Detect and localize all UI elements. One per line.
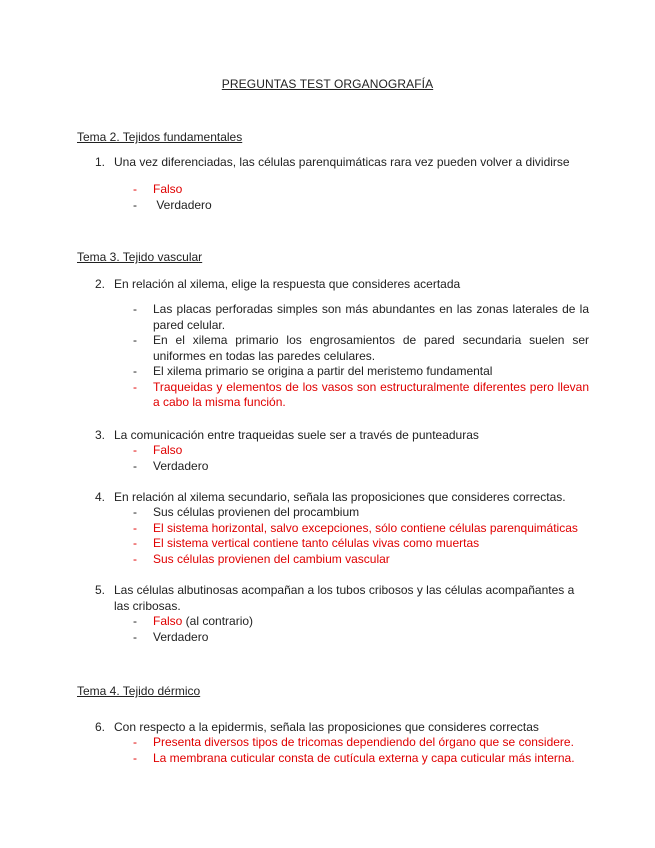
option bbox=[133, 459, 589, 475]
option-correct bbox=[133, 751, 589, 767]
option-correct bbox=[133, 552, 589, 568]
option-text: Falso bbox=[153, 614, 183, 628]
question-1 bbox=[95, 155, 590, 171]
option-correct bbox=[133, 380, 589, 411]
dash-bullet: - bbox=[133, 735, 137, 749]
question-number: 6. bbox=[95, 720, 106, 734]
option-text: Verdadero bbox=[153, 458, 209, 473]
option-text: El sistema vertical contiene tanto células vivas como muertas bbox=[153, 536, 480, 550]
option-correct bbox=[133, 521, 589, 537]
option-text: El sistema horizontal, salvo excepciones, sólo contiene células parenquimáticas bbox=[153, 520, 578, 535]
question-number: 3. bbox=[95, 428, 106, 442]
question-number: 4. bbox=[95, 490, 106, 504]
question-text: Con respecto a la epidermis, señala las proposiciones que consideres correctas bbox=[114, 720, 539, 734]
dash-bullet: - bbox=[133, 443, 137, 457]
option-text: Las placas perforadas simples son más abundantes en las zonas laterales de la pared celular. bbox=[153, 302, 589, 332]
option-text: Falso bbox=[153, 443, 183, 457]
section-heading-tema-2: Tema 2. Tejidos fundamentales bbox=[77, 130, 243, 144]
question-3-options bbox=[133, 443, 589, 474]
question-4-options bbox=[133, 505, 589, 567]
dash-bullet: - bbox=[133, 364, 137, 378]
option-text: En el xilema primario los engrosamientos de pared secundaria suelen ser uniformes en todas las paredes celulares. bbox=[153, 333, 589, 363]
option-text: Sus células provienen del procambium bbox=[153, 505, 360, 519]
page-title: PREGUNTAS TEST ORGANOGRAFÍA bbox=[221, 77, 434, 91]
dash-bullet: - bbox=[133, 520, 137, 535]
question-3 bbox=[95, 428, 590, 444]
question-number: 1. bbox=[95, 155, 106, 169]
option-text: La membrana cuticular consta de cutícula externa y capa cuticular más interna. bbox=[153, 750, 575, 765]
question-number: 5. bbox=[95, 583, 106, 597]
dash-bullet: - bbox=[133, 182, 137, 196]
question-6-options bbox=[133, 735, 589, 766]
option-text: Sus células provienen del cambium vascular bbox=[153, 551, 390, 566]
option-correct bbox=[133, 614, 589, 630]
option-correct bbox=[133, 443, 589, 459]
option-text: Verdadero bbox=[153, 629, 209, 644]
option-text: Presenta diversos tipos de tricomas dependiendo del órgano que se considere. bbox=[153, 735, 574, 749]
dash-bullet: - bbox=[133, 551, 137, 566]
option-text: El xilema primario se origina a partir del meristemo fundamental bbox=[153, 364, 493, 378]
option-correct bbox=[133, 536, 589, 552]
option-correct bbox=[133, 735, 589, 751]
question-text: Las células albutinosas acompañan a los tubos cribosos y las células acompañantes a las cribosas. bbox=[114, 583, 575, 613]
question-1-options bbox=[133, 182, 589, 213]
option bbox=[133, 333, 589, 364]
question-2 bbox=[95, 277, 590, 293]
dash-bullet: - bbox=[133, 629, 137, 644]
option bbox=[133, 630, 589, 646]
option-note: (al contrario) bbox=[182, 614, 254, 628]
option bbox=[133, 505, 589, 521]
dash-bullet: - bbox=[133, 379, 137, 394]
dash-bullet: - bbox=[133, 302, 137, 316]
question-text: Una vez diferenciadas, las células parenquimáticas rara vez pueden volver a dividirse bbox=[114, 155, 570, 169]
dash-bullet: - bbox=[133, 458, 137, 473]
question-text: La comunicación entre traqueidas suele ser a través de punteaduras bbox=[114, 428, 479, 442]
option-text: Traqueidas y elementos de los vasos son estructuralmente diferentes pero llevan a cabo la misma función. bbox=[153, 379, 589, 409]
dash-bullet: - bbox=[133, 197, 137, 212]
option-correct bbox=[133, 182, 589, 198]
option bbox=[133, 302, 589, 333]
option bbox=[133, 198, 589, 214]
section-heading-tema-4: Tema 4. Tejido dérmico bbox=[77, 684, 201, 698]
question-5-options bbox=[133, 614, 589, 645]
dash-bullet: - bbox=[133, 750, 137, 765]
dash-bullet: - bbox=[133, 614, 137, 628]
dash-bullet: - bbox=[133, 333, 137, 347]
dash-bullet: - bbox=[133, 505, 137, 519]
question-6 bbox=[95, 720, 590, 736]
option-text: Verdadero bbox=[153, 197, 212, 212]
option-text: Falso bbox=[153, 182, 183, 196]
question-5 bbox=[95, 583, 590, 614]
question-2-options bbox=[133, 302, 589, 411]
question-number: 2. bbox=[95, 277, 106, 291]
dash-bullet: - bbox=[133, 536, 137, 550]
question-4 bbox=[95, 490, 590, 506]
question-text: En relación al xilema secundario, señala las proposiciones que consideres correctas. bbox=[114, 490, 566, 504]
question-text: En relación al xilema, elige la respuesta que consideres acertada bbox=[114, 277, 461, 291]
option bbox=[133, 364, 589, 380]
section-heading-tema-3: Tema 3. Tejido vascular bbox=[77, 250, 203, 264]
